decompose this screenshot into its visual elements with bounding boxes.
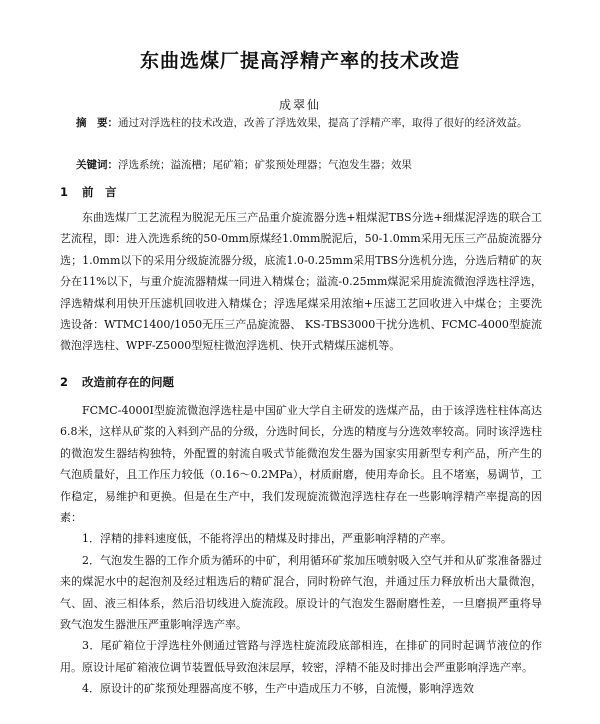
abstract-text: 通过对浮选柱的技术改造，改善了浮选效果，提高了浮精产率，取得了很好的经济效益。 [118, 117, 528, 129]
author-name: 成翠仙 [278, 98, 321, 112]
section-2-body [60, 400, 542, 700]
paragraph: 1．浮精的排料速度低，不能将浮出的精煤及时排出，严重影响浮精的产率。 [82, 532, 452, 546]
paragraph: FCMC-4000Ⅰ型旋流微泡浮选柱是中国矿业大学自主研发的选煤产品，由于该浮选柱柱体高达6.8米，这样从矿浆的入料到产品的分级，分选时间长，分选的精度与分选效率较高。同时该浮选柱的微泡发生器结构独特，外配置的射流自吸式节能微泡发生器为国家实用新型专利产品，所产生的气泡质量好，且工作压力较低（0.16～0.2MPa），材质耐磨，使用寿命长。且不堵塞，易调节，工作稳定，易维护和更换。但是在生产中，我们发现旋流微泡浮选柱存在一些影响浮精产率提高的因素： [60, 404, 542, 525]
paper-title: 东曲选煤厂提高浮精产率的技术改造 [139, 50, 460, 72]
section-heading-2 [60, 374, 174, 390]
keywords [60, 155, 566, 176]
paragraph: 2．气泡发生器的工作介质为循环的中矿，利用循环矿浆加压喷射吸入空气并和从矿浆准备器过来的煤泥水中的起泡剂及经过粗选后的精矿混合，同时粉碎气泡，并通过压力释放析出大量微泡，气、固、液三相体系，然后沿切线进入旋流段。原设计的气泡发生器耐磨性差，一旦磨损严重将导致气泡发生器泄压严重影响浮选产率。 [60, 553, 542, 632]
paragraph: 4．原设计的矿浆预处理器高度不够，生产中造成压力不够，自流慢，影响浮选效 [82, 682, 474, 696]
section-title: 前 言 [82, 185, 117, 199]
section-heading-1 [60, 184, 117, 200]
abstract-label: 摘 要： [76, 117, 118, 129]
section-title: 改造前存在的问题 [82, 375, 175, 389]
abstract [60, 113, 550, 134]
section-1-body [60, 207, 542, 357]
keywords-text: 浮选系统；溢流槽；尾矿箱；矿浆预处理器；气泡发生器；效果 [118, 159, 412, 171]
section-number: 2 [60, 375, 69, 389]
section-number: 1 [60, 185, 69, 199]
paragraph: 3．尾矿箱位于浮选柱外侧通过管路与浮选柱旋流段底部相连，在排矿的同时起调节液位的作用。原设计尾矿箱液位调节装置低导致泡沫层厚，较密，浮精不能及时排出会严重影响浮选产率。 [60, 639, 542, 674]
keywords-label: 关键词： [76, 159, 118, 171]
paragraph: 东曲选煤厂工艺流程为脱泥无压三产品重介旋流器分选+粗煤泥TBS分选+细煤泥浮选的联合工艺流程，即：进入洗选系统的50-0mm原煤经1.0mm脱泥后，50-1.0mm采用无压三产品旋流器分选；1.0mm以下的采用分级旋流器分级，底流1.0-0.25mm采用TBS分选机分选，分选后精矿的灰分在11%以下，与重介旋流器精煤一同进入精煤仓；溢流-0.25mm煤泥采用旋流微泡浮选柱浮选，浮选精煤利用快开压滤机回收进入精煤仓；浮选尾煤采用浓缩+压滤工艺回收进入中煤仓；主要洗选设备：WTMC1400/1050无压三产品旋流器、 KS-TBS3000干扰分选机、FCMC-4000型旋流微泡浮选柱、WPF-Z5000型短柱微泡浮选机、快开式精煤压滤机等。 [60, 211, 542, 353]
